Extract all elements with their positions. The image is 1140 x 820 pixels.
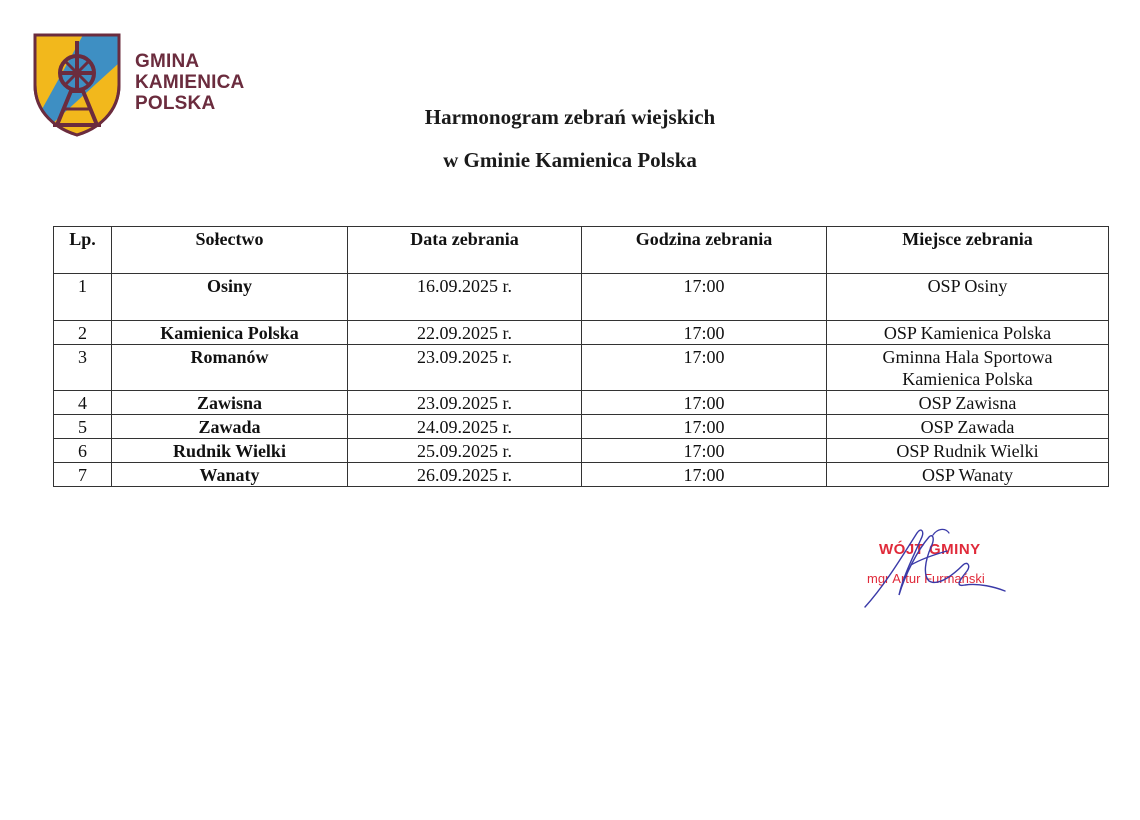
- place-line: Kamienica Polska: [902, 369, 1033, 389]
- cell-lp: 2: [54, 321, 112, 345]
- table-header-row: [54, 227, 1109, 274]
- signature-stamp: [855, 525, 1045, 620]
- table-row: [54, 439, 1109, 463]
- cell-solectwo: Osiny: [112, 274, 348, 321]
- cell-date: 25.09.2025 r.: [348, 439, 582, 463]
- document-subtitle: w Gminie Kamienica Polska: [443, 148, 697, 172]
- cell-place: OSP Kamienica Polska: [827, 321, 1109, 345]
- cell-lp: 6: [54, 439, 112, 463]
- cell-solectwo: Zawada: [112, 415, 348, 439]
- place-line: Gminna Hala Sportowa: [882, 347, 1053, 367]
- table-row: [54, 321, 1109, 345]
- meeting-schedule-table: [53, 226, 1109, 487]
- logo-line: GMINA: [135, 51, 200, 72]
- document-title: Harmonogram zebrań wiejskich: [424, 105, 716, 129]
- cell-time: 17:00: [582, 391, 827, 415]
- cell-time: 17:00: [582, 321, 827, 345]
- cell-time: 17:00: [582, 274, 827, 321]
- cell-date: 24.09.2025 r.: [348, 415, 582, 439]
- cell-place: OSP Wanaty: [827, 463, 1109, 487]
- cell-date: 22.09.2025 r.: [348, 321, 582, 345]
- cell-place: OSP Zawisna: [827, 391, 1109, 415]
- table-row: [54, 463, 1109, 487]
- cell-time: 17:00: [582, 439, 827, 463]
- cell-date: 26.09.2025 r.: [348, 463, 582, 487]
- table-row: [54, 391, 1109, 415]
- cell-date: 23.09.2025 r.: [348, 345, 582, 391]
- cell-solectwo: Kamienica Polska: [112, 321, 348, 345]
- cell-date: 23.09.2025 r.: [348, 391, 582, 415]
- cell-place: OSP Zawada: [827, 415, 1109, 439]
- column-header: Miejsce zebrania: [827, 227, 1109, 274]
- cell-solectwo: Zawisna: [112, 391, 348, 415]
- stamp-title: WÓJT GMINY: [879, 541, 981, 558]
- cell-solectwo: Romanów: [112, 345, 348, 391]
- column-header: Data zebrania: [348, 227, 582, 274]
- cell-solectwo: Wanaty: [112, 463, 348, 487]
- handwritten-signature-icon: [855, 525, 1045, 620]
- stamp-name: mgr Artur Furmański: [867, 571, 985, 586]
- cell-place: [827, 345, 1109, 391]
- logo-line: POLSKA: [135, 93, 216, 114]
- column-header: Lp.: [54, 227, 112, 274]
- cell-time: 17:00: [582, 415, 827, 439]
- cell-lp: 1: [54, 274, 112, 321]
- table-row: [54, 274, 1109, 321]
- table-row: [54, 345, 1109, 391]
- cell-place: OSP Rudnik Wielki: [827, 439, 1109, 463]
- cell-lp: 5: [54, 415, 112, 439]
- cell-lp: 7: [54, 463, 112, 487]
- column-header: Sołectwo: [112, 227, 348, 274]
- cell-lp: 4: [54, 391, 112, 415]
- logo-line: KAMIENICA: [135, 72, 245, 93]
- cell-lp: 3: [54, 345, 112, 391]
- cell-solectwo: Rudnik Wielki: [112, 439, 348, 463]
- table-row: [54, 415, 1109, 439]
- cell-date: 16.09.2025 r.: [348, 274, 582, 321]
- column-header: Godzina zebrania: [582, 227, 827, 274]
- cell-time: 17:00: [582, 463, 827, 487]
- cell-place: OSP Osiny: [827, 274, 1109, 321]
- cell-time: 17:00: [582, 345, 827, 391]
